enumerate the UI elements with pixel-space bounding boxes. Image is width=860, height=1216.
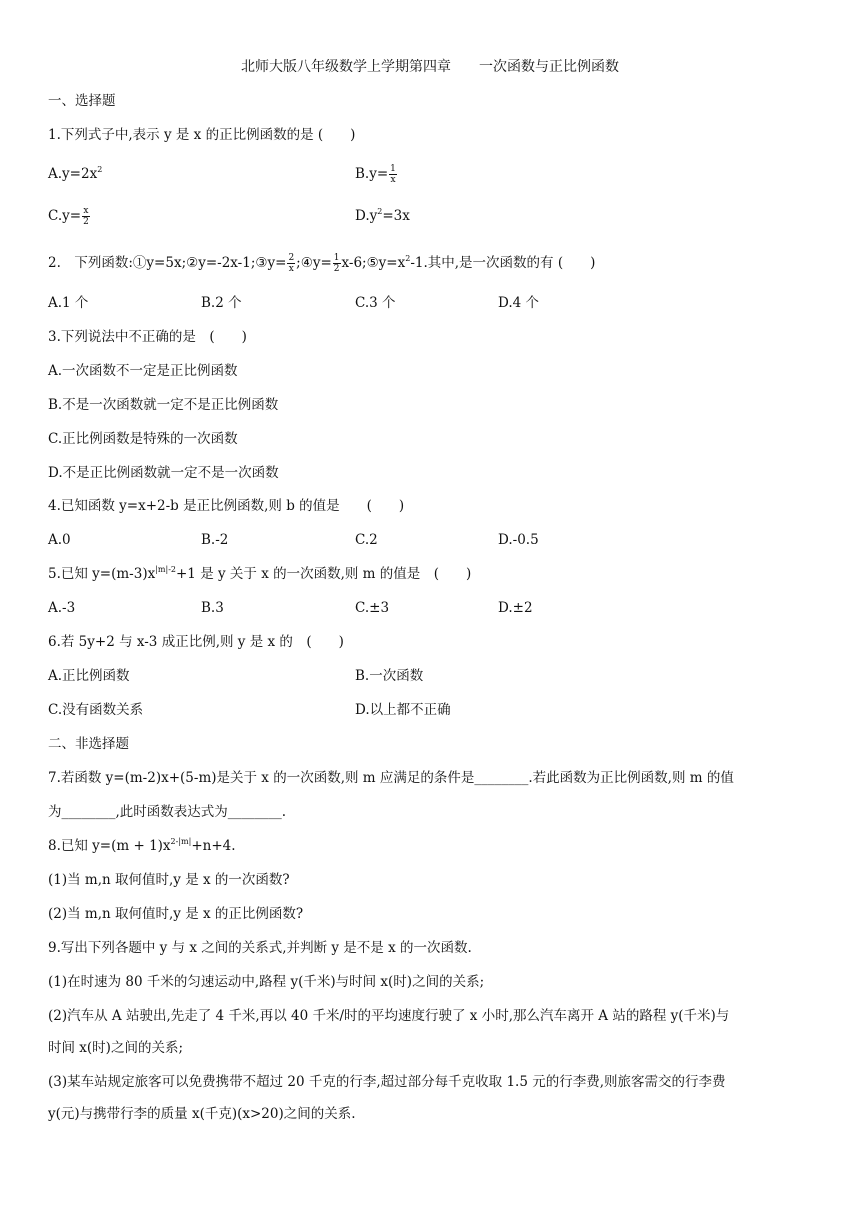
question-6-option-b: B.一次函数 bbox=[355, 668, 424, 684]
question-3-option-d: D.不是正比例函数就一定不是一次函数 bbox=[48, 465, 279, 481]
question-4-stem: 4.已知函数 y=x+2-b 是正比例函数,则 b 的值是 ( ) bbox=[48, 498, 405, 514]
question-9-stem: 9.写出下列各题中 y 与 x 之间的关系式,并判断 y 是不是 x 的一次函数. bbox=[48, 940, 472, 956]
question-9-part-2-line-2: 时间 x(时)之间的关系; bbox=[48, 1040, 183, 1056]
question-8-stem: 8.已知 $y=(m + 1)x^{2-|m|}+n+4$. bbox=[48, 837, 236, 854]
page-title: 北师大版八年级数学上学期第四章 一次函数与正比例函数 bbox=[241, 59, 619, 75]
question-5-option-a: A.-3 bbox=[48, 600, 76, 616]
question-4-option-b: B.-2 bbox=[201, 532, 229, 548]
section-heading-nonchoice: 二、非选择题 bbox=[48, 736, 129, 752]
question-1-option-b: B.y= $\frac{1}{x}$ bbox=[355, 164, 396, 185]
question-9-part-1: (1)在时速为 80 千米的匀速运动中,路程 y(千米)与时间 x(时)之间的关系; bbox=[48, 974, 485, 990]
question-7-line-2: 为________,此时函数表达式为________. bbox=[48, 804, 287, 820]
question-5-option-b: B.3 bbox=[201, 600, 224, 616]
section-heading-choice: 一、选择题 bbox=[48, 93, 116, 109]
question-8-part-1: (1)当 m,n 取何值时,y 是 x 的一次函数? bbox=[48, 872, 290, 888]
question-4-option-a: A.0 bbox=[48, 532, 71, 548]
question-3-stem: 3.下列说法中不正确的是 ( ) bbox=[48, 329, 247, 345]
question-2-option-c: C.3 个 bbox=[355, 295, 396, 311]
question-6-stem: 6.若 5y+2 与 x-3 成正比例,则 y 是 x 的 ( ) bbox=[48, 634, 344, 650]
fraction: $\frac{x}{2}$ bbox=[83, 206, 89, 227]
fraction: $\frac{1}{2}$ bbox=[333, 253, 340, 274]
question-8-part-2: (2)当 m,n 取何值时,y 是 x 的正比例函数? bbox=[48, 906, 304, 922]
question-1-option-a: $A.y=2x^2$ bbox=[48, 165, 103, 182]
question-3-option-c: C.正比例函数是特殊的一次函数 bbox=[48, 431, 238, 447]
question-1-option-c: C.y= $\frac{x}{2}$ bbox=[48, 206, 89, 227]
question-6-option-c: C.没有函数关系 bbox=[48, 702, 144, 718]
question-4-option-d: D.-0.5 bbox=[498, 532, 539, 548]
question-1-option-d: $D.y^2=3x$ bbox=[355, 207, 410, 224]
fraction: $\frac{1}{x}$ bbox=[390, 164, 396, 185]
question-9-part-3-line-2: y(元)与携带行李的质量 x(千克)(x>20)之间的关系. bbox=[48, 1106, 356, 1122]
question-6-option-a: A.正比例函数 bbox=[48, 668, 130, 684]
question-5-option-d: D.±2 bbox=[498, 600, 533, 616]
question-7-line-1: 7.若函数 y=(m-2)x+(5-m)是关于 x 的一次函数,则 m 应满足的条件是________.若此函数为正比例函数,则 m 的值 bbox=[48, 770, 734, 786]
question-2-option-a: A.1 个 bbox=[48, 295, 89, 311]
question-3-option-a: A.一次函数不一定是正比例函数 bbox=[48, 363, 238, 379]
question-5-stem: 5.已知 $y=(m-3)x^{|m|-2}+1$ 是 y 关于 x 的一次函数,则 m 的值是 ( ) bbox=[48, 565, 472, 582]
fraction: $\frac{2}{x}$ bbox=[288, 253, 295, 274]
question-2-stem: 2. 下列函数:①y=5x;②y=-2x-1;③y= $\frac{2}{x}$ ;④y= $\frac{1}{2}$ $x-6;⑤y=x^2-1$.其中,是一次函数的有 ( ) bbox=[48, 253, 596, 274]
question-3-option-b: B.不是一次函数就一定不是正比例函数 bbox=[48, 397, 279, 413]
question-5-option-c: C.±3 bbox=[355, 600, 390, 616]
question-9-part-3-line-1: (3)某车站规定旅客可以免费携带不超过 20 千克的行李,超过部分每千克收取 1.5 元的行李费,则旅客需交的行李费 bbox=[48, 1074, 726, 1090]
question-4-option-c: C.2 bbox=[355, 532, 378, 548]
question-9-part-2-line-1: (2)汽车从 A 站驶出,先走了 4 千米,再以 40 千米/时的平均速度行驶了 x 小时,那么汽车离开 A 站的路程 y(千米)与 bbox=[48, 1008, 730, 1024]
question-2-option-d: D.4 个 bbox=[498, 295, 540, 311]
question-6-option-d: D.以上都不正确 bbox=[355, 702, 451, 718]
question-2-option-b: B.2 个 bbox=[201, 295, 242, 311]
question-1-stem: 1.下列式子中,表示 y 是 x 的正比例函数的是 ( ) bbox=[48, 127, 356, 143]
